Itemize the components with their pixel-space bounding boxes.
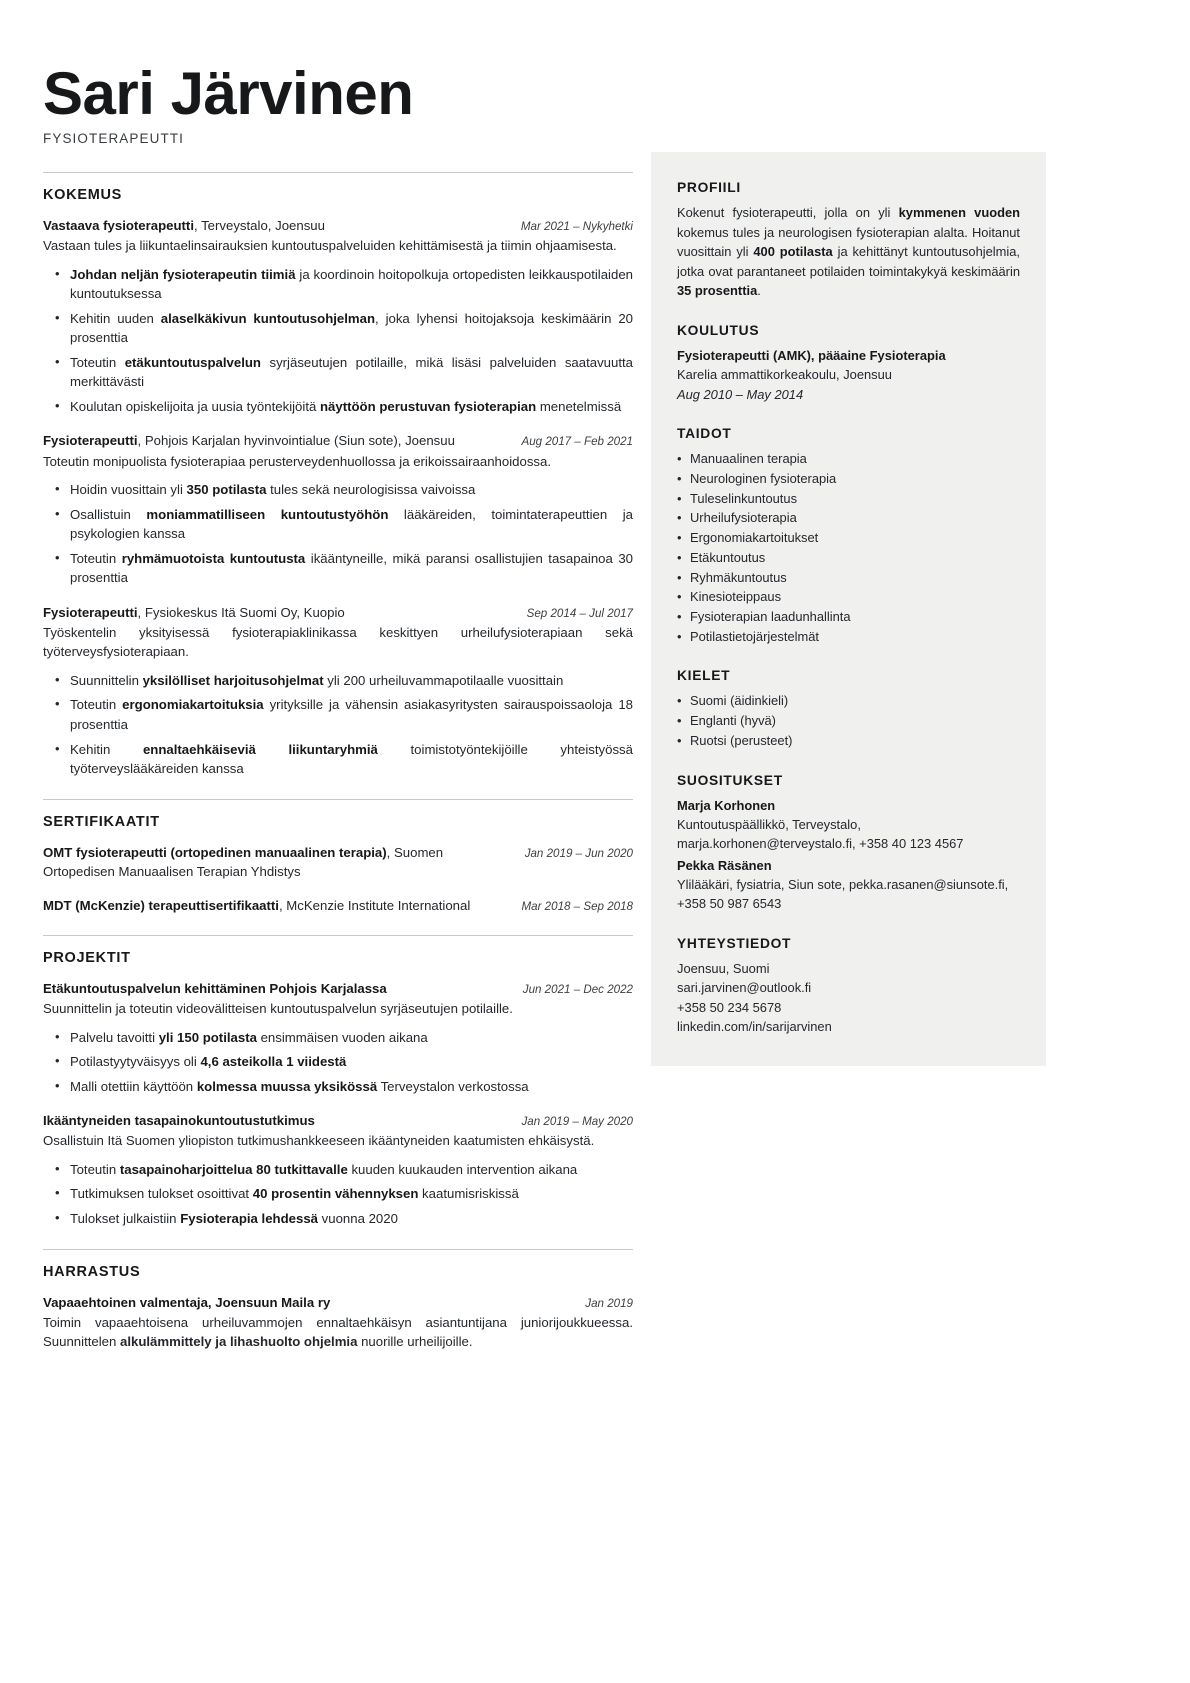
certificate-entries	[43, 843, 633, 915]
language-item: • Suomi (äidinkieli)	[677, 691, 1020, 711]
bullet-text: Tutkimuksen tulokset osoittivat	[70, 1186, 253, 1202]
project-entry	[43, 979, 633, 1096]
bullet-item	[43, 353, 633, 392]
bullet-list	[43, 1160, 633, 1229]
section-certificates	[43, 799, 633, 915]
entry-date: Sep 2014 – Jul 2017	[526, 606, 633, 620]
bullet-text: Kehitin	[70, 741, 143, 757]
skill-item: • Potilastietojärjestelmät	[677, 627, 1020, 647]
entry-date: Aug 2017 – Feb 2021	[521, 435, 633, 449]
sidebar-section-contact	[677, 936, 1020, 1036]
bullet-text: Potilastyytyväisyys oli	[70, 1054, 201, 1070]
profile-highlight: 400 potilasta	[753, 244, 833, 260]
reference-detail: Kuntoutuspäällikkö, Terveystalo, marja.korhonen@terveystalo.fi, +358 40 123 4567	[677, 817, 964, 852]
bullet-highlight: 40 prosentin vähennyksen	[252, 1186, 419, 1202]
bullet-highlight: ennaltaehkäiseviä liikuntaryhmiä	[142, 741, 378, 757]
contact-line: Joensuu, Suomi	[677, 960, 770, 976]
entry-role: Ikääntyneiden tasapainokuntoutustutkimus	[43, 1113, 315, 1129]
contact-line: sari.jarvinen@outlook.fi	[677, 980, 812, 996]
reference-name: Pekka Räsänen	[677, 857, 772, 873]
bullet-item	[43, 695, 633, 734]
bullet-item	[43, 549, 633, 588]
section-divider	[43, 1249, 633, 1250]
section-title-hobby: HARRASTUS	[43, 1263, 141, 1280]
bullet-text: Malli otettiin käyttöön	[70, 1078, 197, 1094]
entry-header	[43, 896, 633, 915]
bullet-text: ensimmäisen vuoden aikana	[256, 1029, 428, 1045]
bullet-highlight: 4,6 asteikolla 1 viidestä	[200, 1054, 347, 1070]
bullet-text: Suunnittelin	[70, 672, 143, 688]
entry-org: , Pohjois Karjalan hyvinvointialue (Siun sote), Joensuu	[137, 433, 455, 449]
bullet-text: ja koordinoin hoitopolkuja ortopedisten leikkauspotilaiden kuntoutuksessa	[70, 266, 633, 302]
entry-date: Jan 2019 – May 2020	[521, 1115, 633, 1129]
sidebar-section-skills	[677, 426, 1020, 646]
bullet-text: syrjäseutujen potilaille, mikä lisäsi palveluiden saatavuutta merkittävästi	[70, 354, 634, 390]
bullet-text: Toteutin	[70, 697, 123, 713]
entry-date: Mar 2021 – Nykyhetki	[520, 220, 633, 233]
bullet-text: ikääntyneille, mikä paransi osallistujien tasapainoa 30 prosenttia	[70, 550, 634, 586]
entry-title	[43, 216, 509, 235]
entry-title	[43, 843, 513, 881]
bullet-text: lääkäreiden, toimintaterapeuttien ja psykologien kanssa	[70, 506, 633, 542]
profile-highlight: kymmenen vuoden	[898, 205, 1020, 220]
bullet-highlight: Johdan neljän fysioterapeutin tiimiä	[70, 266, 296, 282]
bullet-text: Toteutin	[70, 354, 125, 370]
skill-item: • Kinesioteippaus	[677, 587, 1020, 607]
education-school: Karelia ammattikorkeakoulu, Joensuu	[677, 367, 892, 383]
sidebar-title-skills: TAIDOT	[677, 426, 732, 442]
section-divider	[43, 172, 633, 173]
reference-detail: Ylilääkäri, fysiatria, Siun sote, pekka.rasanen@siunsote.fi, +358 50 987 6543	[677, 877, 1009, 912]
reference-item	[677, 796, 1020, 854]
sidebar	[651, 152, 1046, 1066]
bullet-item	[43, 480, 633, 500]
profile-text-part: .	[757, 283, 761, 299]
entry-role: Vapaaehtoinen valmentaja, Joensuun Maila ry	[43, 1294, 331, 1310]
section-projects	[43, 935, 633, 1229]
entry-date: Jun 2021 – Dec 2022	[522, 983, 633, 996]
bullet-highlight: kolmessa muussa yksikössä	[196, 1078, 378, 1094]
skill-item: • Etäkuntoutus	[677, 548, 1020, 568]
desc-highlight: alkulämmittely ja lihashuolto ohjelmia	[120, 1334, 358, 1350]
profile-text	[677, 203, 1020, 301]
experience-entry	[43, 431, 633, 587]
experience-entry	[43, 603, 633, 779]
bullet-text: yli 200 urheiluvammapotilaalle vuosittain	[323, 672, 564, 688]
bullet-highlight: alaselkäkivun kuntoutusohjelman	[160, 310, 376, 326]
entry-role: Etäkuntoutuspalvelun kehittäminen Pohjois Karjalassa	[43, 981, 387, 996]
entry-header	[43, 603, 633, 622]
entry-title	[43, 1293, 573, 1312]
bullet-text: Terveystalon verkostossa	[377, 1078, 529, 1094]
skill-item: • Urheilufysioterapia	[677, 508, 1020, 528]
resume-header	[43, 62, 1145, 146]
education-degree: Fysioterapeutti (AMK), pääaine Fysioterapia	[677, 348, 946, 364]
contact-line: linkedin.com/in/sarijarvinen	[677, 1018, 832, 1034]
skill-item: • Tuleselinkuntoutus	[677, 489, 1020, 509]
skill-item: • Ryhmäkuntoutus	[677, 568, 1020, 588]
references-list	[677, 796, 1020, 914]
bullet-list	[43, 1028, 633, 1097]
bullet-item	[43, 1184, 633, 1204]
entry-description	[43, 1313, 633, 1352]
section-divider	[43, 799, 633, 800]
skill-item: • Manuaalinen terapia	[677, 449, 1020, 469]
section-title-projects: PROJEKTIT	[43, 950, 131, 966]
experience-entry	[43, 216, 633, 416]
bullet-item	[43, 740, 633, 779]
entry-date: Mar 2018 – Sep 2018	[521, 899, 633, 913]
bullet-text: Hoidin vuosittain yli	[70, 482, 187, 498]
entry-header	[43, 843, 633, 881]
skill-item: • Fysioterapian laadunhallinta	[677, 607, 1020, 627]
bullet-text: menetelmissä	[536, 398, 622, 414]
entry-org: , Suomen Ortopedisen Manuaalisen Terapian Yhdistys	[43, 844, 444, 879]
entry-header	[43, 216, 633, 235]
profile-text-part: ja kehittänyt kuntoutusohjelmia, jotka ovat parantaneet potilaiden toimintakykyä keskimäärin	[677, 244, 1021, 279]
bullet-text: Tulokset julkaistiin	[70, 1211, 181, 1226]
entry-role: Vastaava fysioterapeutti	[43, 218, 194, 233]
entry-header	[43, 979, 633, 998]
bullet-item	[43, 309, 633, 348]
bullet-text: toimistotyöntekijöille yhteistyössä työterveyslääkäreiden kanssa	[70, 741, 633, 777]
entry-title	[43, 1111, 509, 1130]
bullet-text: kaatumisriskissä	[418, 1186, 519, 1202]
desc-text: nuorille urheilijoille.	[357, 1334, 473, 1350]
candidate-role: FYSIOTERAPEUTTI	[43, 131, 185, 146]
bullet-item	[43, 397, 633, 417]
entry-title	[43, 431, 509, 450]
sidebar-section-education	[677, 323, 1020, 404]
reference-name: Marja Korhonen	[677, 797, 776, 813]
profile-text-part: Kokenut fysioterapeutti, jolla on yli	[677, 205, 899, 220]
hobby-entries	[43, 1293, 633, 1352]
candidate-name: Sari Järvinen	[43, 60, 414, 127]
project-entry	[43, 1111, 633, 1228]
entry-description: Osallistuin Itä Suomen yliopiston tutkimushankkeeseen ikääntyneiden kaatumisten ehkäisystä.	[43, 1133, 595, 1149]
entry-date: Jan 2019	[585, 1296, 633, 1310]
entry-header	[43, 431, 633, 450]
project-entries	[43, 979, 633, 1229]
skills-list	[677, 449, 1020, 646]
education-date: Aug 2010 – May 2014	[677, 386, 804, 402]
bullet-item	[43, 505, 633, 544]
section-experience	[43, 172, 633, 779]
main-column	[43, 172, 633, 1372]
sidebar-section-references	[677, 773, 1020, 914]
entry-role: Fysioterapeutti	[43, 604, 138, 620]
section-divider	[43, 935, 633, 936]
sidebar-title-education: KOULUTUS	[677, 323, 760, 339]
bullet-text: tules sekä neurologisissa vaivoissa	[266, 482, 476, 498]
section-title-experience: KOKEMUS	[43, 187, 123, 203]
sidebar-title-profile: PROFIILI	[677, 180, 741, 195]
entry-description: Vastaan tules ja liikuntaelinsairauksien kuntoutuspalveluiden kehittämisestä ja tiimin ohjaamisesta.	[43, 238, 617, 254]
resume-body	[43, 172, 1145, 1372]
bullet-item	[43, 1160, 633, 1180]
bullet-text: vuonna 2020	[318, 1211, 398, 1226]
bullet-list	[43, 671, 633, 779]
entry-role: MDT (McKenzie) terapeuttisertifikaatti	[43, 897, 279, 913]
skill-item: • Neurologinen fysioterapia	[677, 469, 1020, 489]
entry-header	[43, 1111, 633, 1130]
entry-header	[43, 1293, 633, 1312]
bullet-highlight: yksilölliset harjoitusohjelmat	[142, 672, 324, 688]
bullet-item	[43, 671, 633, 691]
desc-text: Toimin vapaaehtoisena urheiluvammojen ennaltaehkäisyn asiantuntijana juniorijoukkueessa. Suunnittelen	[43, 1314, 633, 1350]
bullet-text: Toteutin	[70, 1161, 120, 1177]
entry-title	[43, 979, 511, 998]
languages-list	[677, 691, 1020, 750]
sidebar-section-profile	[677, 180, 1020, 301]
sidebar-section-languages	[677, 668, 1020, 750]
bullet-highlight: näyttöön perustuvan fysioterapian	[319, 398, 537, 414]
entry-org: , McKenzie Institute International	[278, 897, 471, 913]
section-hobby	[43, 1249, 633, 1352]
sidebar-title-references: SUOSITUKSET	[677, 772, 783, 788]
language-item: • Englanti (hyvä)	[677, 711, 1020, 731]
entry-description: Suunnittelin ja toteutin videovälitteisen kuntoutuspalvelun syrjäseutujen potilaille.	[43, 1001, 513, 1017]
sidebar-title-languages: KIELET	[677, 668, 731, 684]
entry-org: , Fysiokeskus Itä Suomi Oy, Kuopio	[137, 604, 345, 620]
certificate-entry	[43, 843, 633, 881]
bullet-item	[43, 265, 633, 304]
certificate-entry	[43, 896, 633, 915]
bullet-list	[43, 480, 633, 588]
bullet-text: Osallistuin	[70, 506, 147, 522]
bullet-highlight: etäkuntoutuspalvelun	[124, 354, 261, 370]
profile-highlight: 35 prosenttia	[677, 283, 758, 299]
contact-line: +358 50 234 5678	[677, 999, 782, 1015]
bullet-text: Palvelu tavoitti	[70, 1029, 159, 1045]
section-title-certificates: SERTIFIKAATIT	[43, 813, 160, 830]
bullet-highlight: 350 potilasta	[186, 482, 267, 498]
hobby-entry	[43, 1293, 633, 1352]
entry-title	[43, 896, 509, 915]
skill-item: • Ergonomiakartoitukset	[677, 528, 1020, 548]
bullet-item	[43, 1077, 633, 1097]
bullet-highlight: ryhmämuotoista kuntoutusta	[121, 550, 306, 566]
experience-entries	[43, 216, 633, 779]
profile-text-part: kokemus tules ja neurologisen fysioterapian alalta. Hoitanut vuosittain yli	[677, 224, 1020, 260]
bullet-highlight: ergonomiakartoituksia	[122, 697, 264, 713]
entry-description: Toteutin monipuolista fysioterapiaa perusterveydenhuollossa ja erikoissairaanhoidossa.	[43, 453, 552, 469]
entry-date: Jan 2019 – Jun 2020	[524, 846, 633, 860]
entry-role: OMT fysioterapeutti (ortopedinen manuaalinen terapia)	[43, 844, 387, 860]
language-item: • Ruotsi (perusteet)	[677, 731, 1020, 751]
bullet-text: kuuden kuukauden intervention aikana	[347, 1161, 578, 1177]
reference-item	[677, 856, 1020, 914]
bullet-text: , joka lyhensi hoitojaksoja keskimäärin 20 prosenttia	[70, 310, 633, 346]
bullet-text: Toteutin	[70, 550, 122, 566]
bullet-text: Koulutan opiskelijoita ja uusia työntekijöitä	[70, 398, 320, 414]
bullet-highlight: moniammatilliseen kuntoutustyöhön	[146, 506, 389, 522]
sidebar-title-contact: YHTEYSTIEDOT	[677, 935, 792, 951]
bullet-highlight: tasapainoharjoittelua 80 tutkittavalle	[119, 1161, 348, 1177]
bullet-highlight: Fysioterapia lehdessä	[180, 1211, 318, 1226]
bullet-list	[43, 265, 633, 417]
entry-title	[43, 603, 515, 622]
entry-description: Työskentelin yksityisessä fysioterapiaklinikassa keskittyen urheilufysioterapiaan sekä työterveysfysioterapiaan.	[43, 624, 633, 660]
bullet-text: Kehitin uuden	[70, 310, 161, 326]
entry-role: Fysioterapeutti	[43, 433, 138, 449]
bullet-item	[43, 1028, 633, 1048]
entry-org: , Terveystalo, Joensuu	[194, 218, 325, 233]
bullet-text: yrityksille ja vähensin asiakasyritysten sairauspoissaoloja 18 prosenttia	[70, 697, 633, 732]
bullet-item	[43, 1052, 633, 1072]
bullet-item	[43, 1209, 633, 1229]
bullet-highlight: yli 150 potilasta	[158, 1029, 257, 1045]
contact-list	[677, 959, 1020, 1036]
